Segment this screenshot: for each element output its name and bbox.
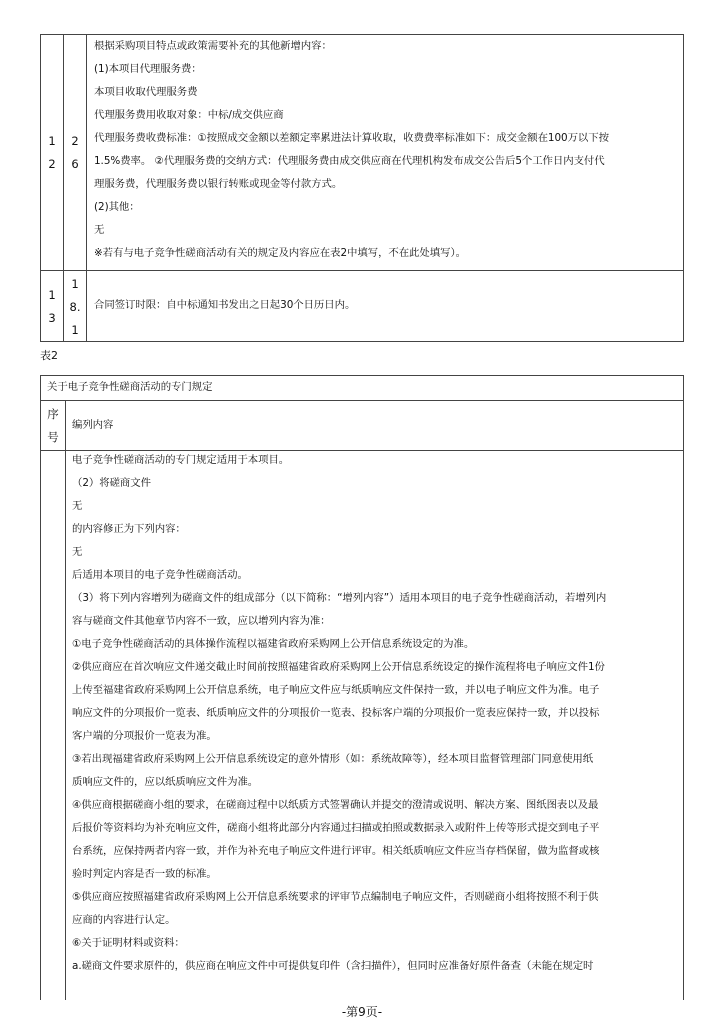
table-2-content xyxy=(72,449,606,978)
text-line: ⑤供应商应按照福建省政府采购网上公开信息系统要求的评审节点编制电子响应文件，否则磋商小组将按照不利于供 xyxy=(72,891,599,903)
table-1 xyxy=(40,34,684,342)
text-line: ④供应商根据磋商小组的要求，在磋商过程中以纸质方式签署确认并提交的澄清或说明、解决方案、图纸图表以及最 xyxy=(72,799,599,811)
text-line: 上传至福建省政府采购网上公开信息系统，电子响应文件应与纸质响应文件保持一致，并以电子响应文件为准。电子 xyxy=(72,684,600,696)
text-line: 验时判定内容是否一致的标准。 xyxy=(72,868,217,880)
table-2-label: 表2 xyxy=(40,349,58,362)
text-line: 无 xyxy=(72,500,83,512)
text-line: 后适用本项目的电子竞争性磋商活动。 xyxy=(72,569,248,581)
text-line: a.磋商文件要求原件的，供应商在响应文件中可提供复印件（含扫描件），但同时应准备好原件备查（未能在规定时 xyxy=(72,960,594,972)
text-line: ③若出现福建省政府采购网上公开信息系统设定的意外情形（如：系统故障等），经本项目监督管理部门同意使用纸 xyxy=(72,753,594,765)
header-content: 编列内容 xyxy=(72,419,114,431)
text-line: 质响应文件的，应以纸质响应文件为准。 xyxy=(72,776,259,788)
row-26-index-b: 2 6 xyxy=(71,133,79,171)
text-line: 响应文件的分项报价一览表、纸质响应文件的分项报价一览表、投标客户端的分项报价一览表应保持一致，并以投标 xyxy=(72,707,600,719)
text-line: （3）将下列内容增列为磋商文件的组成部分（以下简称：“增列内容”）适用本项目的电子竞争性磋商活动，若增列内 xyxy=(72,592,607,604)
text-line: 台系统，应保持两者内容一致，并作为补充电子响应文件进行评审。相关纸质响应文件应当存档保留，做为监督或核 xyxy=(72,845,600,857)
text-line: 理服务费，代理服务费以银行转账或现金等付款方式。 xyxy=(94,178,343,190)
text-line: 的内容修正为下列内容： xyxy=(72,523,186,535)
text-line: 代理服务费收费标准：①按照成交金额以差额定率累进法计算收取，收费费率标准如下：成交金额在100万以下按 xyxy=(94,132,609,144)
row-26-content xyxy=(94,35,609,265)
text-line: 代理服务费用收取对象：中标/成交供应商 xyxy=(94,109,284,121)
text-line: 无 xyxy=(72,546,83,558)
text-line: (2)其他： xyxy=(94,201,140,213)
text-line: 1.5%费率。 ②代理服务费的交纳方式：代理服务费由成交供应商在代理机构发布成交公告后5个工作日内支付代 xyxy=(94,155,605,167)
text-line: ①电子竞争性磋商活动的具体操作流程以福建省政府采购网上公开信息系统设定的为准。 xyxy=(72,638,475,650)
text-line: 客户端的分项报价一览表为准。 xyxy=(72,730,217,742)
text-line: ※若有与电子竞争性磋商活动有关的规定及内容应在表2中填写，不在此处填写）。 xyxy=(94,247,466,259)
text-line: ⑥关于证明材料或资料： xyxy=(72,937,185,949)
text-line: ②供应商应在首次响应文件递交截止时间前按照福建省政府采购网上公开信息系统设定的操作流程将电子响应文件1份 xyxy=(72,661,605,673)
text-line: (1)本项目代理服务费： xyxy=(94,63,202,75)
text-line: 根据采购项目特点或政策需要补充的其他新增内容： xyxy=(94,40,332,52)
header-index: 序 号 xyxy=(47,406,59,444)
text-line: （2）将磋商文件 xyxy=(72,477,151,489)
text-line: 本项目收取代理服务费 xyxy=(94,86,198,98)
text-line: 电子竞争性磋商活动的专门规定适用于本项目。 xyxy=(72,454,290,466)
row-13-content: 合同签订时限：自中标通知书发出之日起30个日历日内。 xyxy=(94,299,356,311)
row-13-index-b: 1 8. 1 xyxy=(69,276,81,337)
text-line: 后报价等资料均为补充响应文件，磋商小组将此部分内容通过扫描或拍照或数据录入或附件上传等形式提交到电子平 xyxy=(72,822,600,834)
text-line: 应商的内容进行认定。 xyxy=(72,914,176,926)
page-number: -第9页- xyxy=(341,1005,383,1019)
table-2 xyxy=(40,375,684,1000)
row-13-index-a: 1 3 xyxy=(48,288,56,325)
row-26-index-a: 1 2 xyxy=(48,133,56,171)
text-line: 容与磋商文件其他章节内容不一致，应以增列内容为准： xyxy=(72,615,331,627)
text-line: 无 xyxy=(94,224,105,236)
table-2-title: 关于电子竞争性磋商活动的专门规定 xyxy=(47,381,213,393)
